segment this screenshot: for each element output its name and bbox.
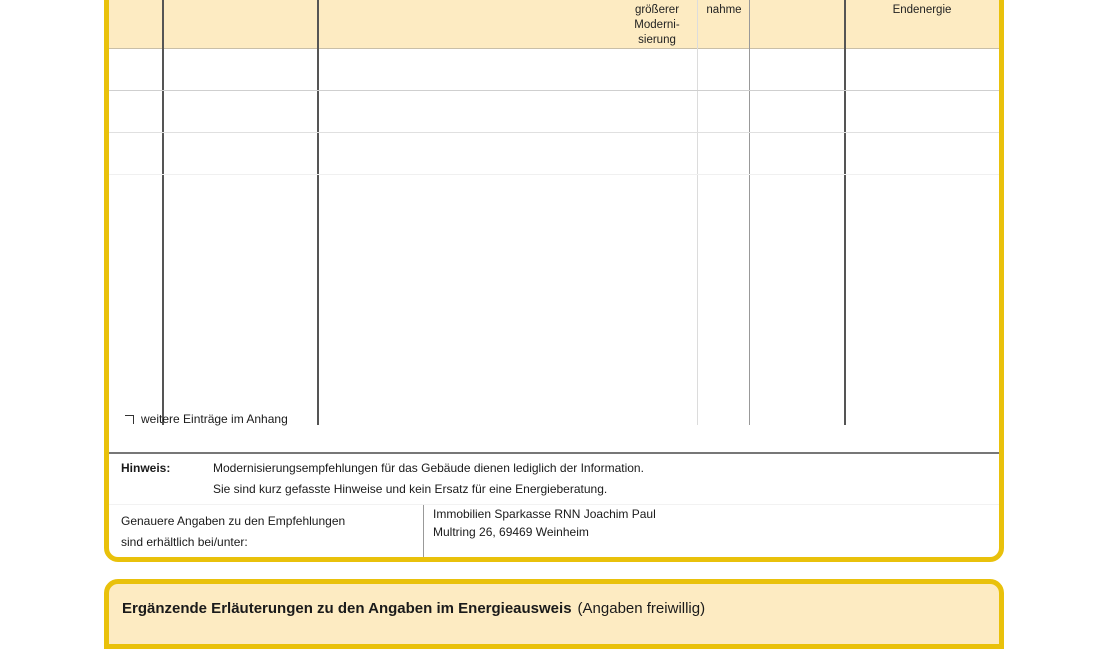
note-label: Hinweis: [121,461,171,475]
appendix-checkbox[interactable] [125,415,134,424]
header-line: größerer [634,4,680,16]
table-header-row [109,0,999,49]
header-line: nahme [706,4,742,16]
header-line: Moderni- [634,19,680,31]
details-value-line-1: Immobilien Sparkasse RNN Joachim Paul [433,507,656,521]
header-measure [698,3,750,18]
supplementary-subtitle: (Angaben freiwillig) [577,600,706,617]
column-divider [697,0,698,425]
modernization-recommendations-panel [104,0,1004,562]
column-divider [317,0,319,425]
supplementary-explanations-panel [104,579,1004,649]
details-value-line-2: Multring 26, 69469 Weinheim [433,525,589,539]
table-row[interactable] [109,132,999,133]
table-row[interactable] [109,174,999,175]
header-line: sierung [638,34,676,46]
header-major-modernization [617,3,697,48]
appendix-label: weitere Einträge im Anhang [141,412,288,426]
supplementary-title: Ergänzende Erläuterungen zu den Angaben im Energieausweis [122,600,572,617]
column-divider [162,0,164,425]
table-row[interactable] [109,90,999,91]
column-divider [749,0,750,425]
details-divider [423,505,424,557]
supplementary-title-row [122,600,705,617]
column-divider [844,0,846,425]
section-divider [109,452,999,454]
header-final-energy [845,3,999,18]
section-divider [109,504,999,505]
details-label-line-1: Genauere Angaben zu den Empfehlungen [121,514,346,528]
header-line: Endenergie [892,4,952,16]
details-label-line-2: sind erhältlich bei/unter: [121,535,248,549]
note-line-1: Modernisierungsempfehlungen für das Gebäude dienen lediglich der Information. [213,461,644,475]
note-line-2: Sie sind kurz gefasste Hinweise und kein Ersatz für eine Energieberatung. [213,482,608,496]
